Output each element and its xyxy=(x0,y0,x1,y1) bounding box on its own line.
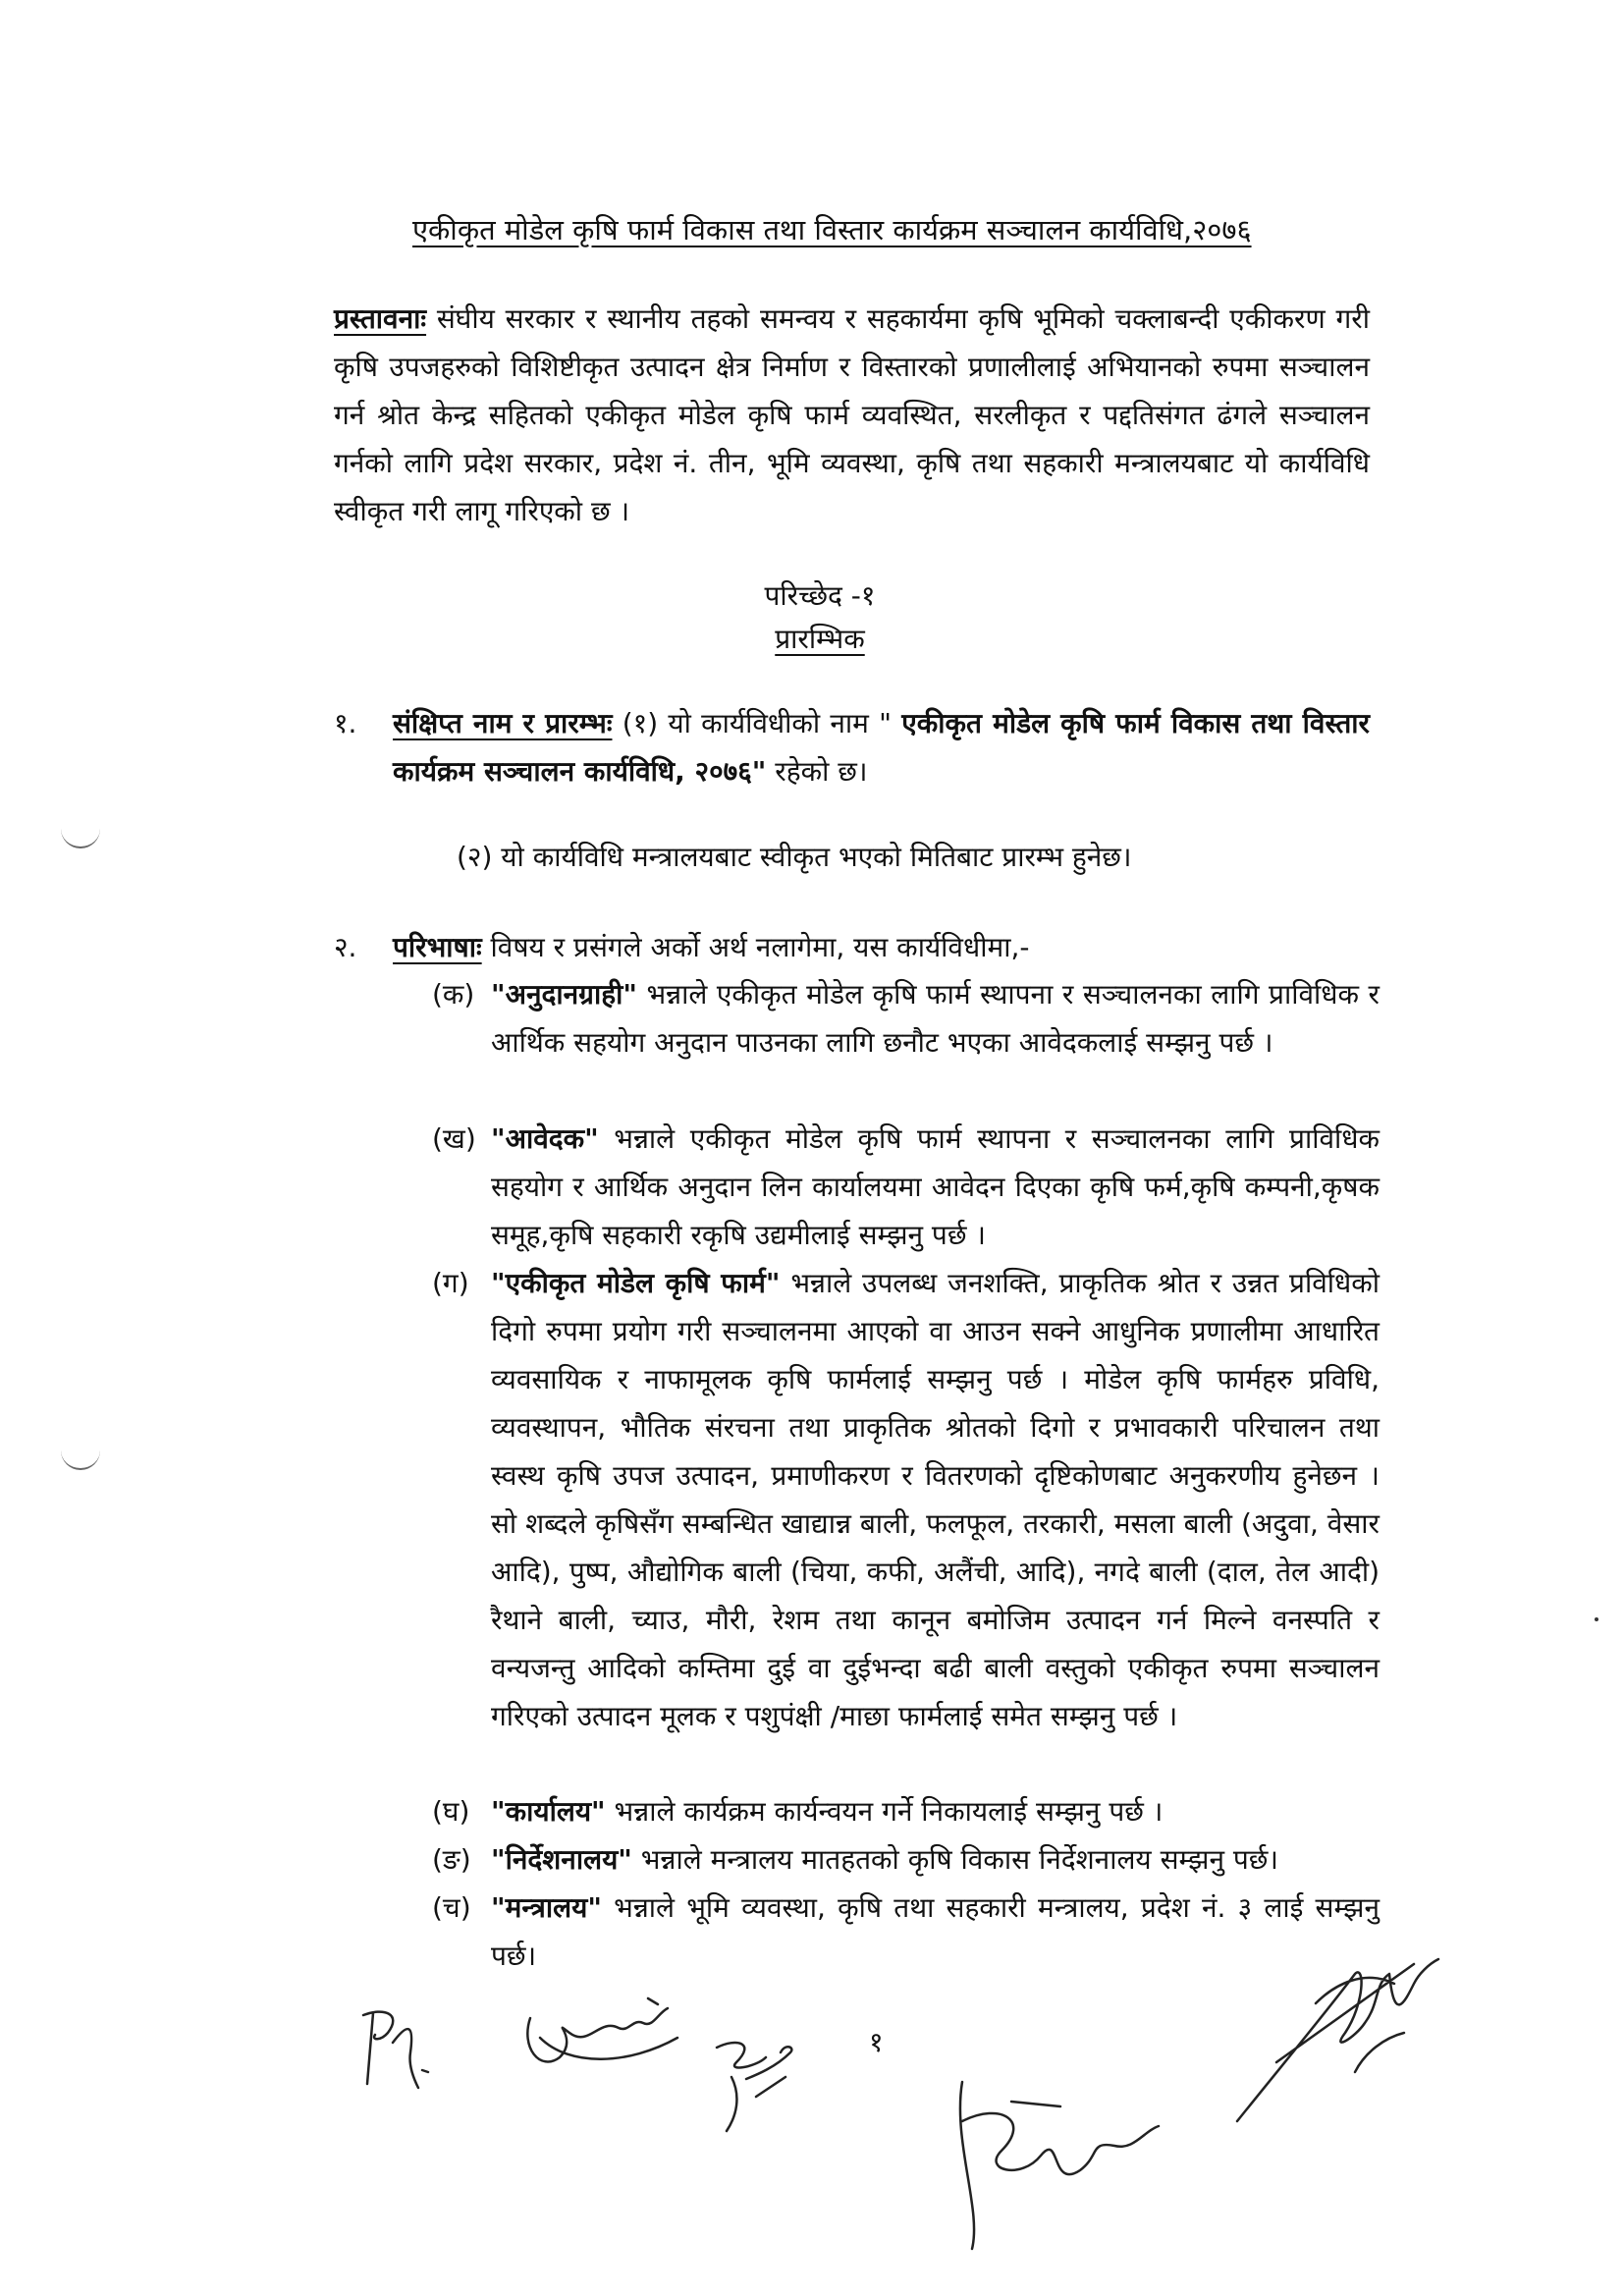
definition-term: "आवेदक" xyxy=(491,1122,599,1155)
definition-term: "निर्देशनालय" xyxy=(491,1843,632,1876)
definition-term: "एकीकृत मोडेल कृषि फार्म" xyxy=(491,1267,781,1299)
definition-label-cha: (च) xyxy=(432,1891,471,1924)
definition-term: "अनुदानग्राही" xyxy=(491,978,637,1011)
signature-5 xyxy=(1218,1944,1473,2141)
definition-label-nga: (ङ) xyxy=(432,1843,471,1876)
punch-hole-mark xyxy=(61,1449,100,1470)
signature-3 xyxy=(697,2018,805,2136)
definition-gha xyxy=(491,1787,1380,1835)
definition-label-gha: (घ) xyxy=(432,1795,470,1828)
section-1-text-b: रहेको छ। xyxy=(766,755,868,788)
chapter-name: प्रारम्भिक xyxy=(775,623,865,655)
signature-2 xyxy=(511,1979,687,2087)
definition-label-kha: (ख) xyxy=(432,1122,476,1155)
preamble-label: प्रस्तावनाः xyxy=(334,302,427,335)
chapter-number: परिच्छेद -१ xyxy=(764,579,876,612)
section-1-body xyxy=(393,699,1370,795)
section-2-intro: विषय र प्रसंगले अर्को अर्थ नलागेमा, यस कार्यविधीमा,- xyxy=(481,931,1030,963)
signature-4 xyxy=(943,2062,1178,2259)
section-2-heading: परिभाषाः xyxy=(393,931,482,963)
chapter-heading xyxy=(687,574,952,661)
preamble-paragraph xyxy=(334,295,1370,535)
section-1-name: एकीकृत मोडेल कृषि फार्म विकास तथा विस्तार कार्यक्रम सञ्चालन कार्यविधि, २०७६" xyxy=(393,707,1371,788)
signature-1 xyxy=(353,1994,442,2092)
definition-text: भन्नाले उपलब्ध जनशक्ति, प्राकृतिक श्रोत र उन्नत प्रविधिको दिगो रुपमा प्रयोग गरी सञ्चालनमा आएको वा आउन सक्ने आधुनिक प्रणालीमा आधारित व्यवसायिक र नाफामूलक कृषि फार्मलाई सम्झनु पर्छ । मोडेल कृषि फार्महरु प्रविधि, व्यवस्थापन, भौतिक संरचना तथा प्राकृतिक श्रोतको दिगो र प्रभावकारी परिचालन तथा स्वस्थ कृषि उपज उत्पादन, प्रमाणीकरण र वितरणको दृष्टिकोणबाट अनुकरणीय हुनेछन । सो शब्दले कृषिसँग सम्बन्धित खाद्यान्न बाली, फलफूल, तरकारी, मसला बाली (अदुवा, वेसार आदि), पुष्प, औद्योगिक बाली (चिया, कफी, अलैंची, आदि), नगदे बाली (दाल, तेल आदी) रैथाने बाली, च्याउ, मौरी, रेशम तथा कानून बमोजिम उत्पादन गर्न मिल्ने वनस्पति र वन्यजन्तु आदिको कम्तिमा दुई वा दुईभन्दा बढी बाली वस्तुको एकीकृत रुपमा सञ्चालन गरिएको उत्पादन मूलक र पशुपंक्षी /माछा फार्मलाई समेत सम्झनु पर्छ । xyxy=(491,1267,1380,1732)
scan-speck xyxy=(1595,1617,1598,1621)
preamble-text: संघीय सरकार र स्थानीय तहको समन्वय र सहकार्यमा कृषि भूमिको चक्लाबन्दी एकीकरण गरी कृषि उपजहरुको विशिष्टीकृत उत्पादन क्षेत्र निर्माण र विस्तारको प्रणालीलाई अभियानको रुपमा सञ्चालन गर्न श्रोत केन्द्र सहितको एकीकृत मोडेल कृषि फार्म व्यवस्थित, सरलीकृत र पद्दतिसंगत ढंगले सञ्चालन गर्नको लागि प्रदेश सरकार, प्रदेश नं. तीन, भूमि व्यवस्था, कृषि तथा सहकारी मन्त्रालयबाट यो कार्यविधि स्वीकृत गरी लागू गरिएको छ । xyxy=(334,302,1370,527)
document-title: एकीकृत मोडेल कृषि फार्म विकास तथा विस्तार कार्यक्रम सञ्चालन कार्यविधि,२०७६ xyxy=(412,213,1252,246)
definition-text: भन्नाले भूमि व्यवस्था, कृषि तथा सहकारी मन्त्रालय, प्रदेश नं. ३ लाई सम्झनु पर्छ। xyxy=(491,1891,1380,1972)
definition-term: "कार्यालय" xyxy=(491,1795,606,1828)
definition-term: "मन्त्रालय" xyxy=(491,1891,602,1924)
definition-text: भन्नाले मन्त्रालय मातहतको कृषि विकास निर्देशनालय सम्झनु पर्छ। xyxy=(631,1843,1279,1876)
punch-hole-mark xyxy=(61,827,100,848)
definition-ka xyxy=(491,970,1380,1066)
section-1-clause-2: (२) यो कार्यविधि मन्त्रालयबाट स्वीकृत भएको मितिबाट प्रारम्भ हुनेछ। xyxy=(457,841,1132,873)
definition-text: भन्नाले एकीकृत मोडेल कृषि फार्म स्थापना र सञ्चालनका लागि प्राविधिक सहयोग र आर्थिक अनुदान लिन कार्यालयमा आवेदन दिएका कृषि फर्म,कृषि कम्पनी,कृषक समूह,कृषि सहकारी रकृषि उद्यमीलाई सम्झनु पर्छ । xyxy=(491,1122,1380,1251)
section-1-heading: संक्षिप्त नाम र प्रारम्भः xyxy=(393,707,613,739)
definition-label-ga: (ग) xyxy=(432,1267,469,1299)
section-2-intro-line xyxy=(393,923,1370,971)
definition-ga xyxy=(491,1259,1380,1740)
definition-label-ka: (क) xyxy=(432,978,475,1011)
definition-text: भन्नाले एकीकृत मोडेल कृषि फार्म स्थापना र सञ्चालनका लागि प्राविधिक र आर्थिक सहयोग अनुदान पाउनका लागि छनौट भएका आवेदकलाई सम्झनु पर्छ । xyxy=(491,978,1380,1059)
definition-nga xyxy=(491,1835,1380,1884)
definition-text: भन्नाले कार्यक्रम कार्यन्वयन गर्ने निकायलाई सम्झनु पर्छ । xyxy=(605,1795,1164,1828)
page-number: १ xyxy=(869,2026,884,2058)
section-2-number: २. xyxy=(334,931,357,963)
section-1-text-a: (१) यो कार्यविधीको नाम " xyxy=(612,707,902,739)
definition-kha xyxy=(491,1115,1380,1259)
section-1-number: १. xyxy=(334,707,357,739)
